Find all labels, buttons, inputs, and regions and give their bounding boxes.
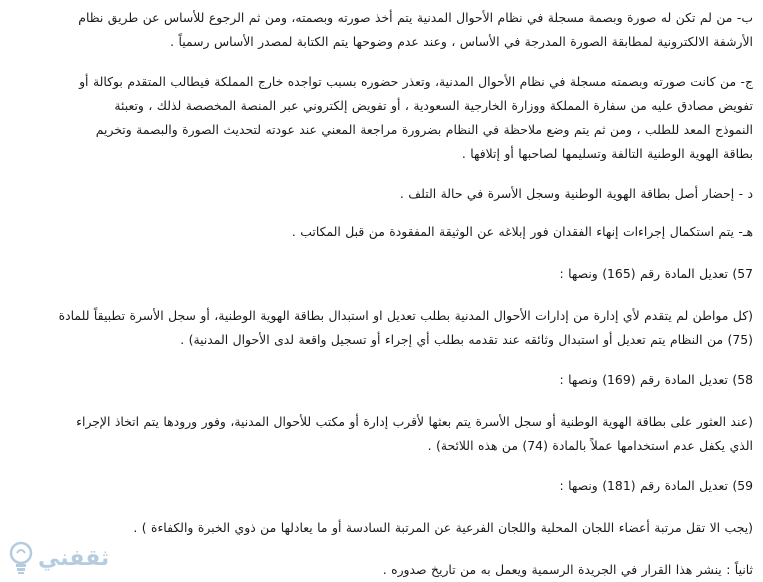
text-line: ج- من كانت صورته وبصمته مسجلة في نظام الأحوال المدنية، وتعذر حضوره بسبب تواجده خارج المملكة فيطالب المتقدم بوكالة أو bbox=[79, 74, 753, 89]
article-59-title bbox=[14, 474, 753, 498]
text-line: ب- من لم تكن له صورة وبصمة مسجلة في نظام الأحوال المدنية يتم أخذ صورته وبصمته، ومن ثم الرجوع للأساس عن طريق نظام bbox=[78, 10, 753, 25]
lightbulb-icon bbox=[6, 540, 36, 576]
paragraph-j bbox=[14, 70, 753, 166]
text-line: ثانياً : ينشر هذا القرار في الجريدة الرسمية ويعمل به من تاريخ صدوره . bbox=[382, 562, 753, 577]
paragraph-h bbox=[14, 220, 753, 244]
text-line: (75) من النظام يتم تعديل أو استبدال وثائقه عند تقدمه بطلب أي إجراء أو تسجيل واقعة لدى الأحوال المدنية) . bbox=[180, 332, 753, 347]
text-line: الذي يكفل عدم استخدامها عملاً بالمادة (74) من هذه اللائحة) . bbox=[427, 438, 753, 453]
text-line: 57) تعديل المادة رقم (165) ونصها : bbox=[559, 266, 753, 281]
text-line: 59) تعديل المادة رقم (181) ونصها : bbox=[559, 478, 753, 493]
text-line: تفويض مصادق عليه من سفارة المملكة ووزارة الخارجية السعودية ، أو تفويض إلكتروني عبر المنصة المخصصة لذلك ، وتعبئة bbox=[114, 98, 753, 113]
watermark-text: ثقفني bbox=[38, 545, 110, 571]
article-58-title bbox=[14, 368, 753, 392]
text-line: (عند العثور على بطاقة الهوية الوطنية أو سجل الأسرة يتم بعثها لأقرب إدارة أو مكتب للأحوال المدنية، وفور ورودها يتم اتخاذ الإجراء bbox=[76, 414, 753, 429]
paragraph-d bbox=[14, 182, 753, 206]
text-line: (كل مواطن لم يتقدم لأي إدارة من إدارات الأحوال المدنية بطلب تعديل او استبدال بطاقة الهوية الوطنية، أو سجل الأسرة تطبيقاً للمادة bbox=[58, 308, 753, 323]
article-57-text bbox=[14, 304, 753, 352]
paragraph-b bbox=[14, 6, 753, 54]
paragraph-second bbox=[14, 558, 753, 582]
article-57-title bbox=[14, 262, 753, 286]
text-line: بطاقة الهوية الوطنية التالفة وتسليمها لصاحبها أو إتلافها . bbox=[461, 146, 753, 161]
watermark-logo bbox=[6, 538, 116, 578]
text-line: النموذج المعد للطلب ، ومن ثم يتم وضع ملاحظة في النظام بضرورة مراجعة المعني عند عودته لتحديث الصورة والبصمة وتخريم bbox=[95, 122, 753, 137]
article-59-text bbox=[14, 516, 753, 540]
text-line: (يجب الا تقل مرتبة أعضاء اللجان المحلية واللجان الفرعية عن المرتبة السادسة أو ما يعادلها من ذوي الخبرة والكفاءة ) . bbox=[133, 520, 753, 535]
text-line: د - إحضار أصل بطاقة الهوية الوطنية وسجل الأسرة في حالة التلف . bbox=[399, 186, 753, 201]
text-line: هـ- يتم استكمال إجراءات إنهاء الفقدان فور إبلاغه عن الوثيقة المفقودة من قبل المكاتب . bbox=[291, 224, 753, 239]
text-line: 58) تعديل المادة رقم (169) ونصها : bbox=[559, 372, 753, 387]
text-line: الأرشفة الالكترونية لمطابقة الصورة المدرجة في الأساس ، وعند عدم وضوحها يتم الكتابة لمصدر الأساس رسمياً . bbox=[170, 34, 753, 49]
article-58-text bbox=[14, 410, 753, 458]
